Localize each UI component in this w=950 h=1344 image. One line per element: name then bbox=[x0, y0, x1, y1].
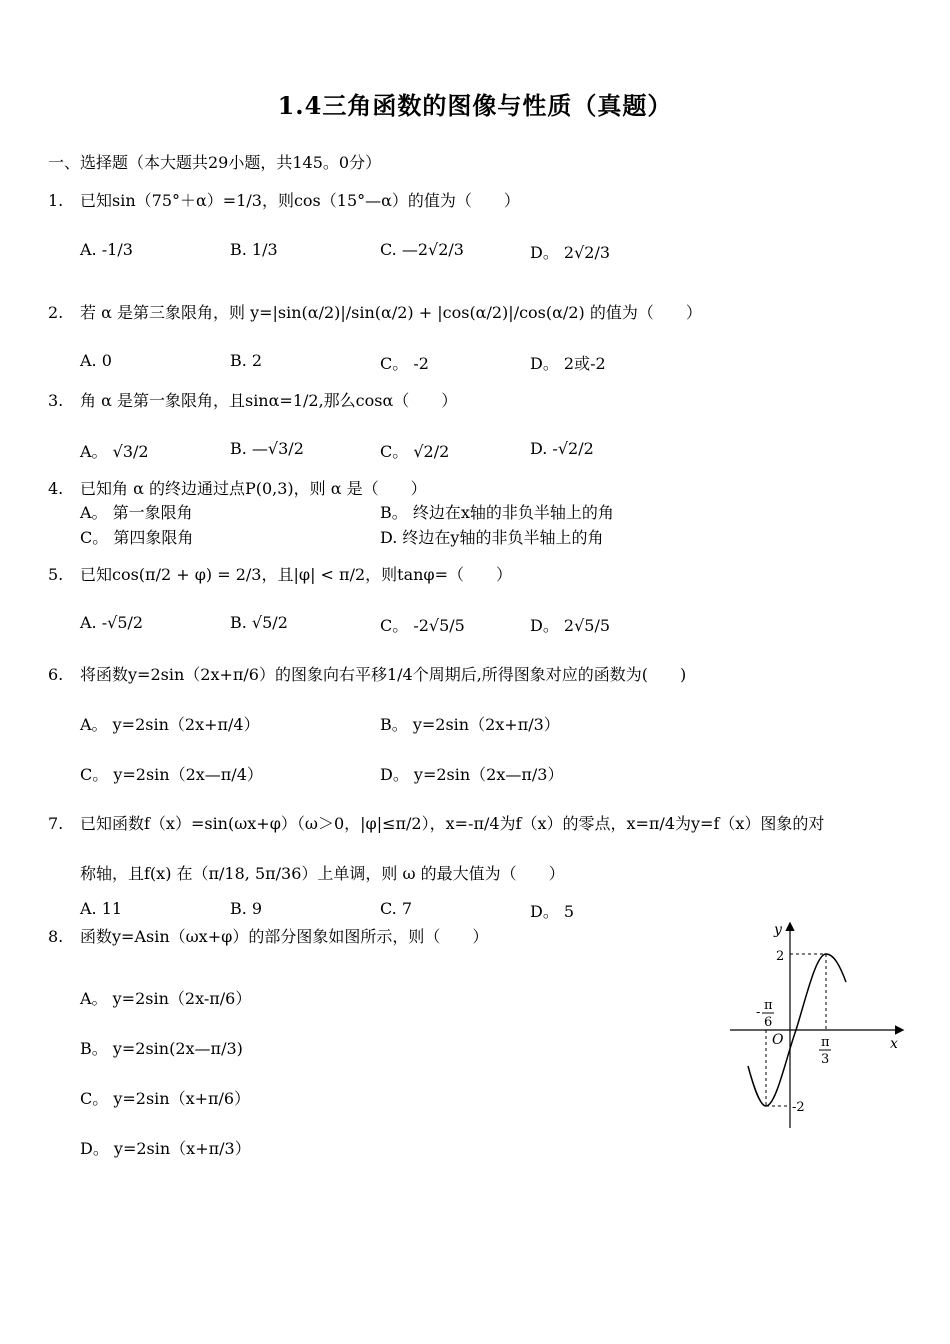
option-d: D。 y=2sin（x+π/3） bbox=[80, 1139, 251, 1158]
question-7 bbox=[48, 811, 824, 834]
neg-pi-6-num: π bbox=[764, 998, 773, 1013]
option-d: D。 2√5/5 bbox=[530, 616, 611, 635]
option-c: C. 7 bbox=[380, 899, 413, 918]
option-c: C。 y=2sin（2x—π/4） bbox=[80, 765, 263, 784]
sine-graph bbox=[722, 918, 912, 1138]
question-number: 6. bbox=[48, 665, 64, 684]
question-7-continued: 称轴，且f(x) 在（π/18, 5π/36）上单调，则 ω 的最大值为（ ） bbox=[80, 864, 565, 883]
question-number: 3. bbox=[48, 391, 64, 410]
option-a: A. 0 bbox=[80, 351, 112, 370]
question-stem: 函数y=Asin（ωx+φ）的部分图象如图所示，则（ ） bbox=[80, 927, 489, 946]
question-1 bbox=[48, 188, 520, 211]
question-2 bbox=[48, 300, 702, 323]
y-axis-label: y bbox=[774, 922, 782, 938]
option-d: D。 2或-2 bbox=[530, 354, 606, 373]
neg-pi-6-sign: - bbox=[756, 1005, 761, 1020]
option-c: C。 √2/2 bbox=[380, 442, 450, 461]
neg-pi-6-den: 6 bbox=[764, 1015, 773, 1030]
question-number: 8. bbox=[48, 927, 64, 946]
y-max-label: 2 bbox=[776, 949, 785, 964]
option-a: A。 y=2sin（2x-π/6） bbox=[80, 989, 252, 1008]
option-c: C。 第四象限角 bbox=[80, 528, 194, 547]
option-b: B. 2 bbox=[230, 351, 263, 370]
question-4 bbox=[48, 476, 427, 499]
option-d: D。 y=2sin（2x—π/3） bbox=[380, 765, 564, 784]
option-a: A. 11 bbox=[80, 899, 123, 918]
question-stem: 已知cos(π/2 + φ) = 2/3，且|φ| < π/2，则tanφ=（ ） bbox=[80, 565, 513, 584]
option-b: B。 y=2sin（2x+π/3） bbox=[380, 715, 560, 734]
option-d: D. -√2/2 bbox=[530, 439, 594, 458]
option-c: C。 -2 bbox=[380, 354, 429, 373]
option-a: A。 y=2sin（2x+π/4） bbox=[80, 715, 260, 734]
question-number: 2. bbox=[48, 303, 64, 322]
question-number: 7. bbox=[48, 814, 64, 833]
pi-3-num: π bbox=[821, 1035, 830, 1050]
option-b: B。 y=2sin(2x—π/3) bbox=[80, 1039, 243, 1058]
option-c: C. —2√2/3 bbox=[380, 240, 464, 259]
option-b: B. 1/3 bbox=[230, 240, 278, 259]
option-c: C。 y=2sin（x+π/6） bbox=[80, 1089, 251, 1108]
option-a: A。 第一象限角 bbox=[80, 503, 193, 522]
option-d: D。 2√2/3 bbox=[530, 243, 611, 262]
option-b: B。 终边在x轴的非负半轴上的角 bbox=[380, 503, 614, 522]
option-b: B. —√3/2 bbox=[230, 439, 304, 458]
y-min-label: -2 bbox=[792, 1100, 805, 1115]
option-a: A. -1/3 bbox=[80, 240, 133, 259]
question-stem: 将函数y=2sin（2x+π/6）的图象向右平移1/4个周期后,所得图象对应的函数为( ) bbox=[80, 665, 687, 684]
question-8 bbox=[48, 924, 488, 947]
section-heading: 一、选择题（本大题共29小题，共145。0分） bbox=[48, 153, 382, 172]
question-stem: 若 α 是第三象限角，则 y=|sin(α/2)|/sin(α/2) + |cos(α/2)|/cos(α/2) 的值为（ ） bbox=[80, 303, 702, 322]
x-axis-label: x bbox=[890, 1036, 898, 1052]
option-c: C。 -2√5/5 bbox=[380, 616, 465, 635]
option-a: A。 √3/2 bbox=[80, 442, 149, 461]
origin-label: O bbox=[772, 1032, 784, 1048]
option-b: B. √5/2 bbox=[230, 613, 288, 632]
option-d: D. 终边在y轴的非负半轴上的角 bbox=[380, 528, 604, 547]
option-d: D。 5 bbox=[530, 902, 575, 921]
question-stem: 已知sin（75°＋α）=1/3，则cos（15°—α）的值为（ ） bbox=[80, 191, 520, 210]
question-6 bbox=[48, 662, 686, 685]
option-a: A. -√5/2 bbox=[80, 613, 144, 632]
question-stem: 已知函数f（x）=sin(ωx+φ）（ω＞0，|φ|≤π/2），x=-π/4为f（x）的零点，x=π/4为y=f（x）图象的对 bbox=[80, 814, 825, 833]
question-number: 4. bbox=[48, 479, 64, 498]
question-stem: 角 α 是第一象限角，且sinα=1/2,那么cosα（ ） bbox=[80, 391, 458, 410]
question-number: 5. bbox=[48, 565, 64, 584]
question-3 bbox=[48, 388, 457, 411]
question-stem: 已知角 α 的终边通过点P(0,3)，则 α 是（ ） bbox=[80, 479, 427, 498]
question-5 bbox=[48, 562, 512, 585]
page-title: 1.4三角函数的图像与性质（真题） bbox=[277, 91, 673, 120]
option-b: B. 9 bbox=[230, 899, 263, 918]
question-number: 1. bbox=[48, 191, 64, 210]
pi-3-den: 3 bbox=[821, 1052, 830, 1067]
